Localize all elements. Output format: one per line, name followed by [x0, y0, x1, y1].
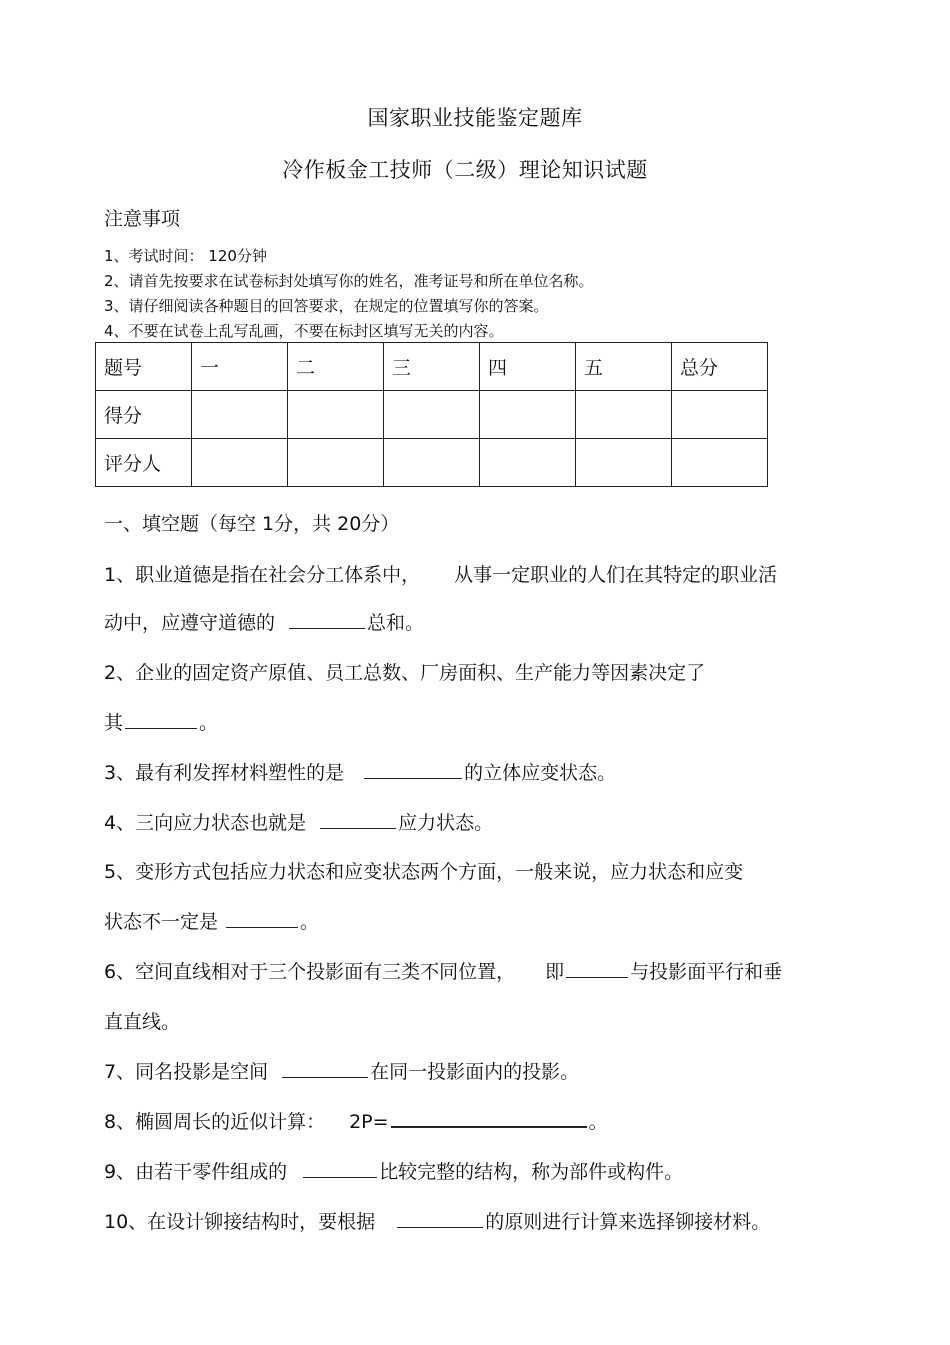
notice-item: 4、不要在试卷上乱写乱画，不要在标封区填写无关的内容。 [104, 322, 504, 340]
question-text: 从事一定职业的人们在其特定的职业活 [454, 564, 778, 586]
answer-blank[interactable] [397, 1209, 483, 1228]
question-text: 应力状态。 [398, 812, 494, 834]
question-line [104, 708, 218, 735]
notice-item: 3、请仔细阅读各种题目的回答要求，在规定的位置填写你的答案。 [104, 297, 549, 315]
score-cell[interactable] [672, 391, 768, 439]
notice-item: 2、请首先按要求在试卷标封处填写你的姓名，准考证号和所在单位名称。 [104, 272, 594, 290]
table-cell: 题号 [96, 343, 192, 391]
score-table-header-row [96, 343, 768, 391]
score-cell[interactable] [672, 439, 768, 487]
question-text: 的原则进行计算来选择铆接材料。 [485, 1211, 771, 1233]
question-text: 总和。 [367, 612, 425, 634]
question-text: 。 [588, 1111, 608, 1133]
answer-blank[interactable] [289, 610, 365, 629]
question-text: 。 [300, 911, 320, 933]
question-line [104, 857, 743, 884]
question-text: 9、由若干零件组成的 [104, 1161, 288, 1183]
question-line [104, 1107, 608, 1134]
question-text: 与投影面平行和垂 [630, 961, 783, 983]
table-cell: 评分人 [96, 439, 192, 487]
question-line [104, 560, 777, 587]
question-text: 6、空间直线相对于三个投影面有三类不同位置， [104, 961, 516, 983]
question-text: 10、在设计铆接结构时，要根据 [104, 1211, 376, 1233]
question-text: 动中，应遵守道德的 [104, 612, 276, 634]
score-cell[interactable] [384, 439, 480, 487]
question-text: 5、变形方式包括应力状态和应变状态两个方面，一般来说，应力状态和应变 [104, 861, 744, 883]
question-text: 其 [104, 712, 124, 734]
question-line [104, 907, 319, 934]
score-cell[interactable] [288, 439, 384, 487]
table-cell: 五 [576, 343, 672, 391]
exam-bank-title: 国家职业技能鉴定题库 [367, 106, 583, 130]
score-cell[interactable] [576, 391, 672, 439]
notice-list [104, 244, 594, 344]
answer-blank[interactable] [566, 959, 628, 978]
table-cell: 二 [288, 343, 384, 391]
question-line [104, 957, 782, 984]
answer-blank[interactable] [320, 810, 396, 829]
answer-blank[interactable] [125, 710, 197, 729]
score-cell[interactable] [192, 391, 288, 439]
question-text: 直直线。 [104, 1011, 181, 1033]
table-cell: 三 [384, 343, 480, 391]
table-cell: 四 [480, 343, 576, 391]
exam-subtitle: 冷作板金工技师（二级）理论知识试题 [282, 158, 648, 182]
question-text: 状态不一定是 [104, 911, 219, 933]
question-text: 8、椭圆周长的近似计算： [104, 1111, 326, 1133]
section-heading: 一、填空题（每空 1分，共 20分） [104, 513, 400, 535]
question-line [104, 1057, 579, 1084]
question-text: 7、同名投影是空间 [104, 1061, 269, 1083]
question-line [104, 1157, 683, 1184]
score-table-row [96, 439, 768, 487]
question-line [104, 608, 424, 635]
table-cell: 一 [192, 343, 288, 391]
score-cell[interactable] [288, 391, 384, 439]
score-cell[interactable] [480, 439, 576, 487]
notice-heading: 注意事项 [104, 208, 181, 230]
question-text: 即 [545, 961, 565, 983]
question-line [104, 808, 493, 835]
answer-blank[interactable] [226, 909, 298, 928]
table-cell: 得分 [96, 391, 192, 439]
question-line [104, 658, 705, 685]
question-line [104, 1207, 770, 1234]
score-table-row [96, 391, 768, 439]
question-line [104, 758, 616, 785]
score-cell[interactable] [480, 391, 576, 439]
score-cell[interactable] [576, 439, 672, 487]
question-text: 的立体应变状态。 [464, 762, 617, 784]
score-table [95, 342, 768, 487]
question-text: 。 [199, 712, 219, 734]
table-cell: 总分 [672, 343, 768, 391]
notice-item: 1、考试时间： 120分钟 [104, 247, 267, 265]
question-text: 1、职业道德是指在社会分工体系中， [104, 564, 421, 586]
question-text: 4、三向应力状态也就是 [104, 812, 307, 834]
question-text: 在同一投影面内的投影。 [370, 1061, 580, 1083]
answer-blank[interactable] [282, 1059, 368, 1078]
question-text: 比较完整的结构，称为部件或构件。 [379, 1161, 684, 1183]
score-cell[interactable] [192, 439, 288, 487]
score-cell[interactable] [384, 391, 480, 439]
answer-blank[interactable] [364, 760, 462, 779]
question-text: 2P= [349, 1111, 389, 1133]
answer-blank[interactable] [391, 1108, 587, 1128]
question-text: 2、企业的固定资产原值、员工总数、厂房面积、生产能力等因素决定了 [104, 662, 706, 684]
question-line [104, 1007, 180, 1034]
answer-blank[interactable] [303, 1159, 377, 1178]
question-text: 3、最有利发挥材料塑性的是 [104, 762, 345, 784]
